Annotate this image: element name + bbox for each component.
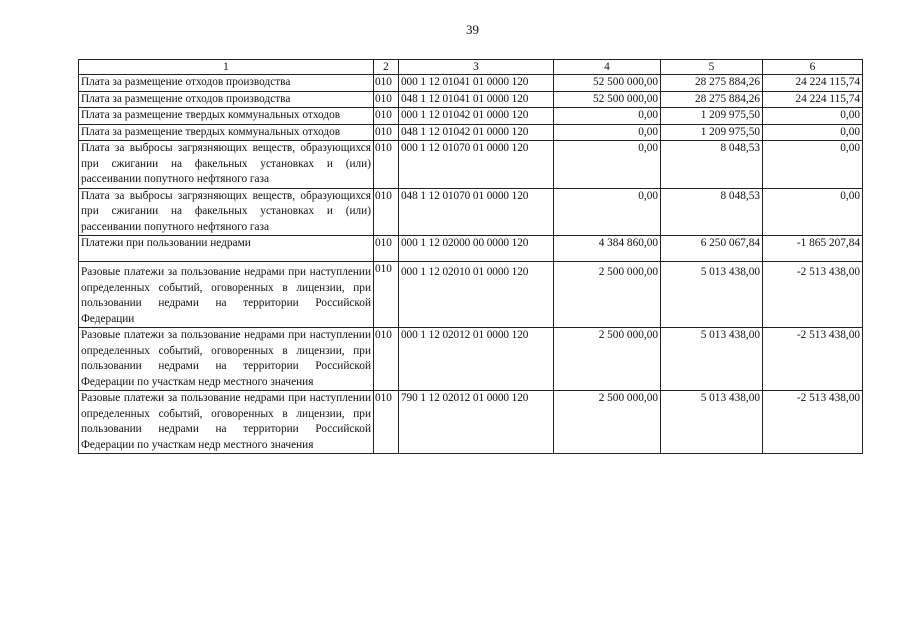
table-row bbox=[79, 108, 863, 125]
row-kbk: 000 1 12 01070 01 0000 120 bbox=[399, 141, 554, 189]
row-fact: 5 013 438,00 bbox=[661, 262, 763, 328]
row-name: Платежи при пользовании недрами bbox=[79, 236, 374, 262]
row-code: 010 bbox=[374, 124, 399, 141]
row-kbk: 048 1 12 01070 01 0000 120 bbox=[399, 188, 554, 236]
row-kbk: 048 1 12 01041 01 0000 120 bbox=[399, 91, 554, 108]
row-name: Плата за размещение твердых коммунальных отходов bbox=[79, 124, 374, 141]
row-diff: 0,00 bbox=[763, 124, 863, 141]
row-plan: 4 384 860,00 bbox=[554, 236, 661, 262]
table-row bbox=[79, 328, 863, 391]
table-row bbox=[79, 391, 863, 454]
row-diff: -2 513 438,00 bbox=[763, 391, 863, 454]
row-diff: -2 513 438,00 bbox=[763, 328, 863, 391]
table-row bbox=[79, 262, 863, 328]
row-code: 010 bbox=[374, 236, 399, 262]
row-kbk: 000 1 12 02012 01 0000 120 bbox=[399, 328, 554, 391]
row-code: 010 bbox=[374, 141, 399, 189]
budget-report-table bbox=[78, 59, 863, 454]
row-plan: 2 500 000,00 bbox=[554, 262, 661, 328]
row-name: Плата за выбросы загрязняющих веществ, образующихся при сжигании на факельных установках и (или) рассеивании попутного нефтяного газа bbox=[79, 188, 374, 236]
column-header: 4 bbox=[554, 60, 661, 75]
table-row bbox=[79, 141, 863, 189]
row-fact: 1 209 975,50 bbox=[661, 108, 763, 125]
row-kbk: 790 1 12 02012 01 0000 120 bbox=[399, 391, 554, 454]
row-kbk: 048 1 12 01042 01 0000 120 bbox=[399, 124, 554, 141]
row-kbk: 000 1 12 02000 00 0000 120 bbox=[399, 236, 554, 262]
row-code: 010 bbox=[374, 328, 399, 391]
row-name: Разовые платежи за пользование недрами при наступлении определенных событий, оговоренных в лицензии, при пользовании недрами на территории Российской Федерации по участкам недр местного значения bbox=[79, 328, 374, 391]
row-plan: 52 500 000,00 bbox=[554, 91, 661, 108]
row-code: 010 bbox=[374, 75, 399, 92]
table-row bbox=[79, 124, 863, 141]
row-plan: 2 500 000,00 bbox=[554, 328, 661, 391]
column-header: 5 bbox=[661, 60, 763, 75]
table-row bbox=[79, 75, 863, 92]
column-header: 2 bbox=[374, 60, 399, 75]
row-diff: 0,00 bbox=[763, 188, 863, 236]
row-fact: 8 048,53 bbox=[661, 141, 763, 189]
row-code: 010 bbox=[374, 108, 399, 125]
row-kbk: 000 1 12 02010 01 0000 120 bbox=[399, 262, 554, 328]
row-name: Плата за размещение отходов производства bbox=[79, 75, 374, 92]
row-code: 010 bbox=[374, 262, 399, 328]
row-fact: 6 250 067,84 bbox=[661, 236, 763, 262]
row-name: Разовые платежи за пользование недрами при наступлении определенных событий, оговоренных в лицензии, при пользовании недрами на территории Российской Федерации bbox=[79, 262, 374, 328]
row-fact: 5 013 438,00 bbox=[661, 328, 763, 391]
column-header: 1 bbox=[79, 60, 374, 75]
row-diff: 0,00 bbox=[763, 141, 863, 189]
page-number: 39 bbox=[466, 22, 479, 37]
row-plan: 0,00 bbox=[554, 108, 661, 125]
row-kbk: 000 1 12 01042 01 0000 120 bbox=[399, 108, 554, 125]
row-kbk: 000 1 12 01041 01 0000 120 bbox=[399, 75, 554, 92]
row-plan: 0,00 bbox=[554, 188, 661, 236]
row-fact: 8 048,53 bbox=[661, 188, 763, 236]
row-plan: 2 500 000,00 bbox=[554, 391, 661, 454]
column-number-row bbox=[79, 60, 863, 75]
column-header: 3 bbox=[399, 60, 554, 75]
row-diff: -2 513 438,00 bbox=[763, 262, 863, 328]
row-fact: 28 275 884,26 bbox=[661, 91, 763, 108]
row-code: 010 bbox=[374, 188, 399, 236]
column-header: 6 bbox=[763, 60, 863, 75]
row-name: Разовые платежи за пользование недрами при наступлении определенных событий, оговоренных в лицензии, при пользовании недрами на территории Российской Федерации по участкам недр местного значения bbox=[79, 391, 374, 454]
table-row bbox=[79, 236, 863, 262]
row-name: Плата за выбросы загрязняющих веществ, образующихся при сжигании на факельных установках и (или) рассеивании попутного нефтяного газа bbox=[79, 141, 374, 189]
row-diff: 0,00 bbox=[763, 108, 863, 125]
row-diff: -1 865 207,84 bbox=[763, 236, 863, 262]
row-fact: 5 013 438,00 bbox=[661, 391, 763, 454]
row-diff: 24 224 115,74 bbox=[763, 91, 863, 108]
table-row bbox=[79, 91, 863, 108]
row-code: 010 bbox=[374, 91, 399, 108]
row-diff: 24 224 115,74 bbox=[763, 75, 863, 92]
row-name: Плата за размещение отходов производства bbox=[79, 91, 374, 108]
row-plan: 52 500 000,00 bbox=[554, 75, 661, 92]
row-plan: 0,00 bbox=[554, 124, 661, 141]
table-row bbox=[79, 188, 863, 236]
row-plan: 0,00 bbox=[554, 141, 661, 189]
row-fact: 1 209 975,50 bbox=[661, 124, 763, 141]
row-fact: 28 275 884,26 bbox=[661, 75, 763, 92]
row-name: Плата за размещение твердых коммунальных отходов bbox=[79, 108, 374, 125]
row-code: 010 bbox=[374, 391, 399, 454]
